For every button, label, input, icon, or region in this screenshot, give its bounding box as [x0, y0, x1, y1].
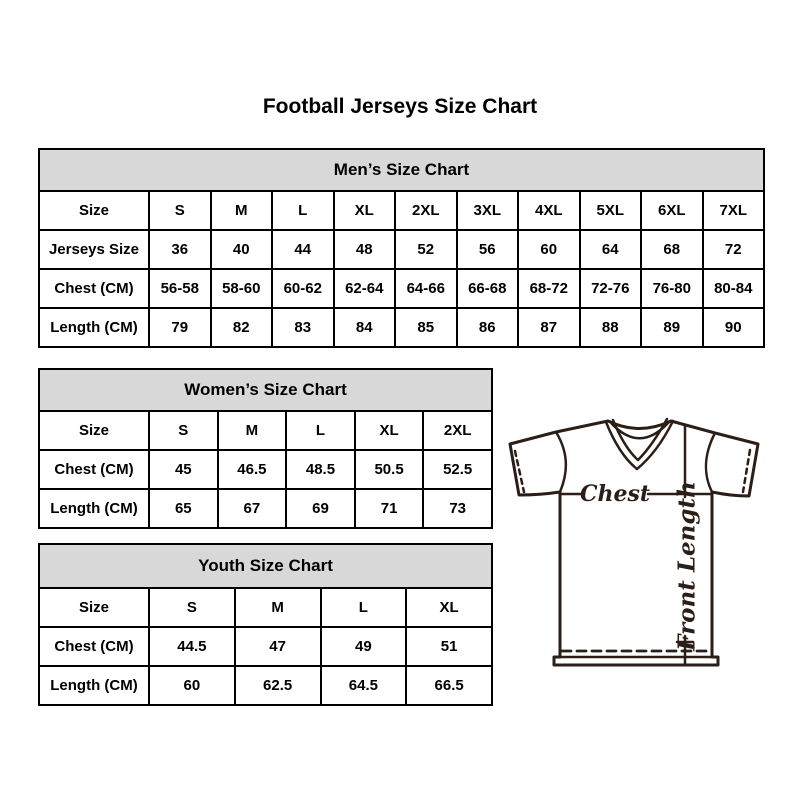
size-cell: XL: [334, 191, 396, 230]
size-cell: 2XL: [423, 411, 492, 450]
size-cell: 72-76: [580, 269, 642, 308]
size-cell: 88: [580, 308, 642, 347]
size-cell: 66.5: [406, 666, 492, 705]
table-row: [39, 411, 492, 450]
size-cell: 83: [272, 308, 334, 347]
size-cell: 73: [423, 489, 492, 528]
chest-label: Chest: [579, 481, 651, 507]
size-cell: 40: [211, 230, 273, 269]
size-cell: 84: [334, 308, 396, 347]
size-cell: 46.5: [218, 450, 287, 489]
size-cell: 7XL: [703, 191, 765, 230]
table-row: [39, 489, 492, 528]
size-cell: 50.5: [355, 450, 424, 489]
size-cell: 5XL: [580, 191, 642, 230]
table-header-row: [39, 544, 492, 588]
size-cell: 44: [272, 230, 334, 269]
size-cell: 56: [457, 230, 519, 269]
size-cell: 3XL: [457, 191, 519, 230]
front-length-label: Front Length: [673, 481, 701, 651]
size-cell: 64.5: [321, 666, 407, 705]
size-cell: 72: [703, 230, 765, 269]
size-cell: 52.5: [423, 450, 492, 489]
size-cell: 82: [211, 308, 273, 347]
size-cell: S: [149, 588, 235, 627]
size-cell: M: [235, 588, 321, 627]
size-cell: 45: [149, 450, 218, 489]
size-cell: 79: [149, 308, 211, 347]
size-cell: 80-84: [703, 269, 765, 308]
row-label: Chest (CM): [39, 627, 149, 666]
table-row: [39, 230, 764, 269]
size-cell: 62-64: [334, 269, 396, 308]
row-label: Size: [39, 191, 149, 230]
size-cell: 87: [518, 308, 580, 347]
size-cell: 86: [457, 308, 519, 347]
table-row: [39, 666, 492, 705]
size-cell: 62.5: [235, 666, 321, 705]
row-label: Size: [39, 588, 149, 627]
size-cell: 6XL: [641, 191, 703, 230]
size-cell: 51: [406, 627, 492, 666]
size-cell: 66-68: [457, 269, 519, 308]
size-cell: 56-58: [149, 269, 211, 308]
table-section-header: Men’s Size Chart: [39, 149, 764, 191]
size-cell: 64-66: [395, 269, 457, 308]
size-cell: 48: [334, 230, 396, 269]
table-row: [39, 191, 764, 230]
size-cell: M: [218, 411, 287, 450]
size-cell: 60-62: [272, 269, 334, 308]
table-header-row: [39, 149, 764, 191]
size-cell: 47: [235, 627, 321, 666]
row-label: Size: [39, 411, 149, 450]
table-row: [39, 308, 764, 347]
mens-size-table: [38, 148, 765, 348]
table-section-header: Youth Size Chart: [39, 544, 492, 588]
size-cell: S: [149, 191, 211, 230]
row-label: Length (CM): [39, 666, 149, 705]
row-label: Length (CM): [39, 308, 149, 347]
size-cell: 69: [286, 489, 355, 528]
size-cell: 48.5: [286, 450, 355, 489]
page-title: Football Jerseys Size Chart: [262, 95, 538, 118]
size-cell: M: [211, 191, 273, 230]
size-cell: 68-72: [518, 269, 580, 308]
size-cell: 89: [641, 308, 703, 347]
size-cell: XL: [406, 588, 492, 627]
table-row: [39, 450, 492, 489]
size-cell: 49: [321, 627, 407, 666]
size-cell: 58-60: [211, 269, 273, 308]
size-cell: 2XL: [395, 191, 457, 230]
size-cell: 68: [641, 230, 703, 269]
size-cell: 71: [355, 489, 424, 528]
size-cell: 67: [218, 489, 287, 528]
womens-size-table: [38, 368, 493, 529]
size-cell: 60: [518, 230, 580, 269]
size-cell: S: [149, 411, 218, 450]
size-cell: 52: [395, 230, 457, 269]
jersey-diagram-svg: [500, 408, 768, 672]
table-section-header: Women’s Size Chart: [39, 369, 492, 411]
size-cell: 85: [395, 308, 457, 347]
row-label: Jerseys Size: [39, 230, 149, 269]
size-cell: 36: [149, 230, 211, 269]
size-cell: 64: [580, 230, 642, 269]
table-row: [39, 627, 492, 666]
size-cell: L: [286, 411, 355, 450]
size-cell: 65: [149, 489, 218, 528]
size-cell: 90: [703, 308, 765, 347]
size-cell: 60: [149, 666, 235, 705]
table-header-row: [39, 369, 492, 411]
row-label: Chest (CM): [39, 269, 149, 308]
size-cell: 4XL: [518, 191, 580, 230]
table-row: [39, 588, 492, 627]
row-label: Chest (CM): [39, 450, 149, 489]
size-cell: XL: [355, 411, 424, 450]
row-label: Length (CM): [39, 489, 149, 528]
size-cell: L: [272, 191, 334, 230]
size-cell: 76-80: [641, 269, 703, 308]
size-cell: 44.5: [149, 627, 235, 666]
size-cell: L: [321, 588, 407, 627]
table-row: [39, 269, 764, 308]
youth-size-table: [38, 543, 493, 706]
jersey-measurement-diagram: [500, 408, 768, 672]
